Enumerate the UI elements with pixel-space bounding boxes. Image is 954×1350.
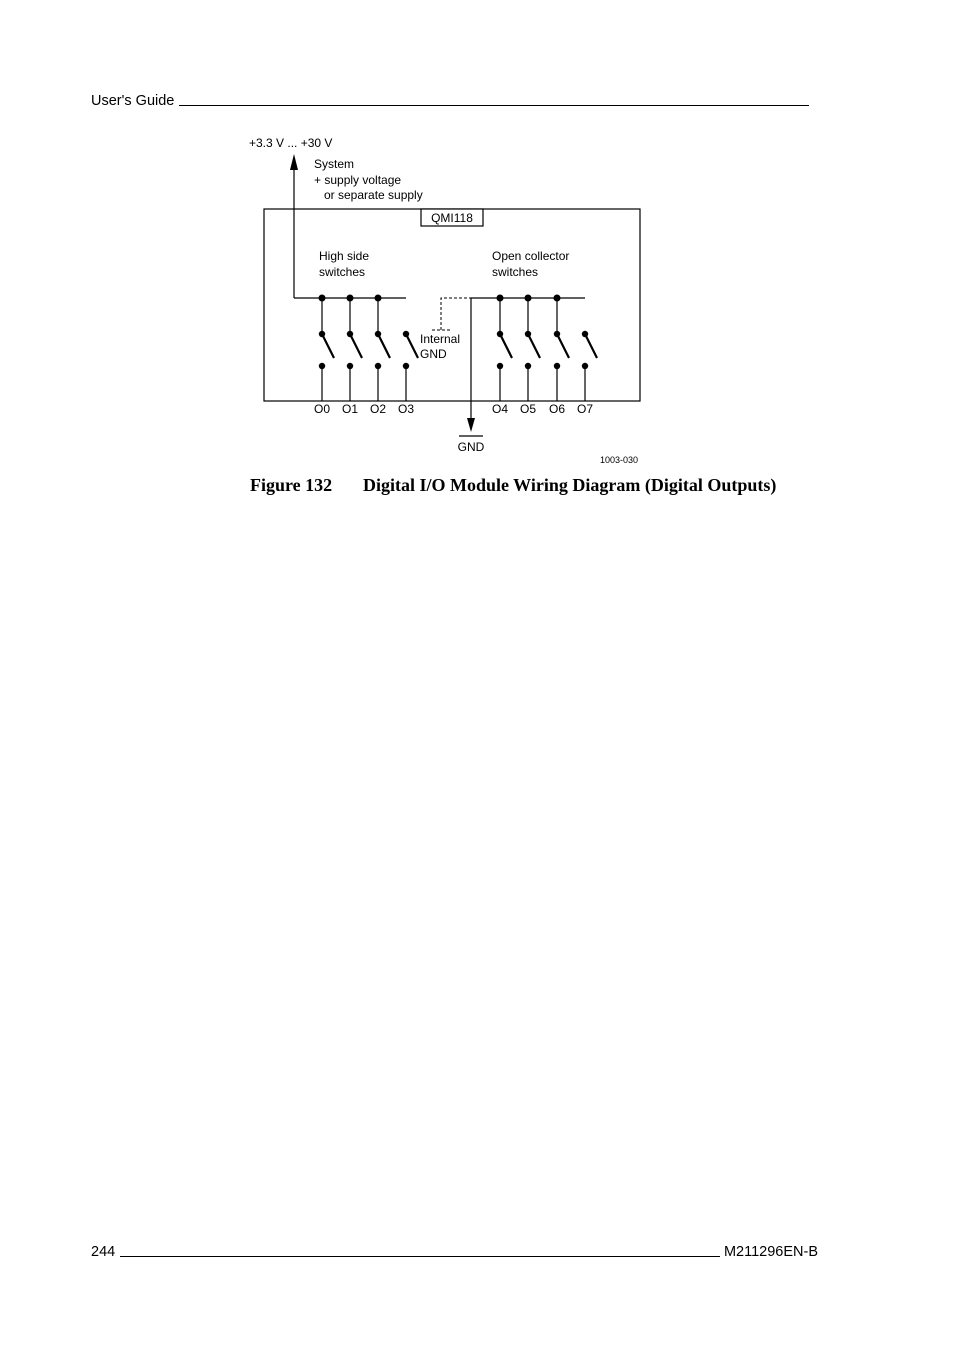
switch-blade: [585, 334, 597, 358]
arrow-up-icon: [290, 154, 298, 170]
header-title: User's Guide: [91, 93, 175, 109]
module-box: [264, 209, 640, 401]
figure-title: Digital I/O Module Wiring Diagram (Digital Outputs): [363, 475, 777, 495]
footer-rule: [120, 1256, 720, 1257]
gnd-label: GND: [457, 440, 485, 454]
internal-gnd-line1: Internal: [420, 332, 461, 346]
switch-blade: [378, 334, 390, 358]
figure-caption: [250, 475, 850, 496]
output-label: O6: [548, 402, 566, 416]
supply-note-line2: + supply voltage: [314, 173, 402, 187]
output-switches: [314, 295, 597, 417]
supply-note-line3: or separate supply: [324, 188, 423, 202]
output-label: O2: [369, 402, 387, 416]
internal-gnd-dashed-link: [441, 298, 471, 330]
figure-number: Figure 132: [250, 475, 333, 495]
switch-blade: [500, 334, 512, 358]
output-label: O4: [491, 402, 509, 416]
switch-blade: [350, 334, 362, 358]
open-collector-line1: Open collector: [492, 249, 570, 263]
high-side-line2: switches: [319, 265, 366, 279]
page-footer: [91, 1240, 818, 1260]
figure-code: 1003-030: [599, 455, 638, 465]
arrow-down-icon: [467, 418, 475, 432]
high-side-line1: High side: [319, 249, 370, 263]
output-label: O7: [576, 402, 594, 416]
output-label: O0: [313, 402, 331, 416]
wiring-diagram: [240, 130, 650, 470]
switch-blade: [322, 334, 334, 358]
supply-note-line1: System: [314, 157, 355, 171]
page-header: [91, 89, 813, 109]
supply-range-label: +3.3 V ... +30 V: [249, 136, 333, 150]
open-collector-line2: switches: [492, 265, 539, 279]
internal-gnd-line2: GND: [420, 347, 447, 361]
switch-blade: [406, 334, 418, 358]
switch-blade: [557, 334, 569, 358]
document-code: M211296EN-B: [723, 1244, 818, 1260]
header-rule: [179, 105, 809, 106]
page-number: 244: [91, 1244, 116, 1260]
output-label: O5: [519, 402, 537, 416]
module-label: QMI118: [431, 211, 473, 225]
output-label: O3: [397, 402, 415, 416]
output-label: O1: [341, 402, 359, 416]
switch-blade: [528, 334, 540, 358]
